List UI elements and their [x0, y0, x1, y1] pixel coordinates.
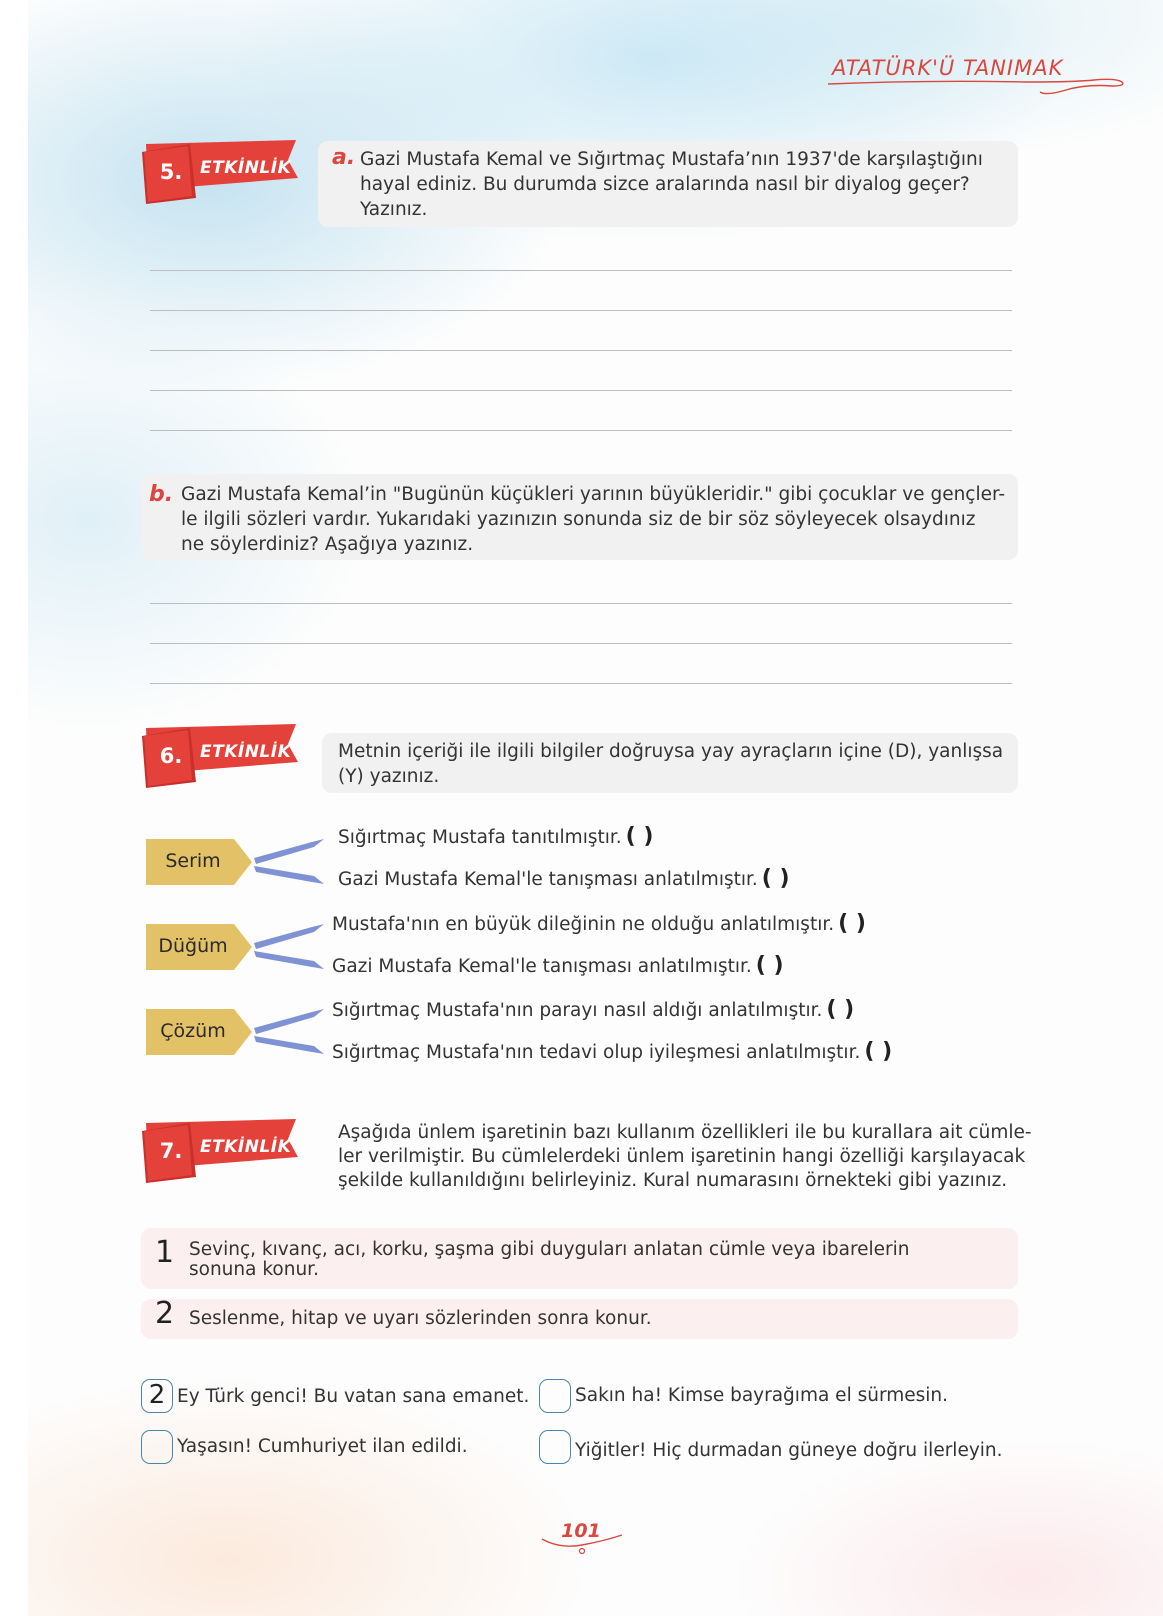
- writing-line[interactable]: [150, 683, 1012, 684]
- statement-row: [338, 824, 653, 849]
- statement-text: Sığırtmaç Mustafa'nın tedavi olup iyileşmesi anlatılmıştır.: [332, 1042, 861, 1063]
- branch-arrows-icon: [252, 838, 326, 886]
- answer-parentheses[interactable]: ( ): [826, 997, 855, 1022]
- statement-row: [332, 1039, 892, 1064]
- writing-line[interactable]: [150, 390, 1012, 391]
- activity-number: 7.: [159, 1139, 183, 1163]
- rule-1: [141, 1228, 1018, 1289]
- writing-line[interactable]: [150, 310, 1012, 311]
- rule-answer-box[interactable]: [539, 1430, 571, 1464]
- activity-number: 5.: [159, 160, 183, 184]
- answer-parentheses[interactable]: ( ): [838, 911, 866, 936]
- activity-label: ETKİNLİK: [200, 158, 292, 178]
- story-part-label: Serim: [165, 850, 221, 872]
- activity-label: ETKİNLİK: [200, 742, 292, 762]
- story-part-label: Çözüm: [160, 1020, 226, 1042]
- activity-label: ETKİNLİK: [200, 1137, 292, 1157]
- page-margin: [0, 0, 28, 1616]
- title-swash-decoration: [826, 76, 1126, 100]
- activity-5-badge: [140, 138, 300, 208]
- page-number-swash: [540, 1533, 624, 1557]
- statement-text: Sığırtmaç Mustafa tanıtılmıştır.: [338, 827, 622, 848]
- prompt-line: le ilgili sözleri vardır. Yukarıdaki yazınızın sonunda siz de bir söz söyleyecek olsaydınız: [181, 509, 976, 530]
- activity-number: 6.: [159, 744, 183, 768]
- instruction-line: ler verilmiştir. Bu cümlelerdeki ünlem işaretinin hangi özelliği karşılayacak: [338, 1146, 1026, 1167]
- page-number: 101: [561, 1520, 601, 1542]
- example-sentence: Ey Türk genci! Bu vatan sana emanet.: [177, 1386, 530, 1407]
- item-letter-b: b.: [149, 482, 174, 507]
- answer-parentheses[interactable]: ( ): [864, 1039, 893, 1064]
- rule-answer-box[interactable]: 2: [141, 1379, 173, 1413]
- story-part-label: Düğüm: [158, 935, 228, 957]
- example-sentence: Sakın ha! Kimse bayrağıma el sürmesin.: [575, 1385, 949, 1406]
- writing-line[interactable]: [150, 603, 1012, 604]
- statement-text: Gazi Mustafa Kemal'le tanışması anlatılmıştır.: [332, 956, 752, 977]
- example-sentence: Yaşasın! Cumhuriyet ilan edildi.: [177, 1436, 468, 1457]
- prompt-line: hayal ediniz. Bu durumda sizce aralarında nasıl bir diyalog geçer?: [360, 174, 970, 195]
- activity-7-badge: [140, 1117, 300, 1187]
- rule-2: [141, 1296, 1018, 1339]
- prompt-line: Gazi Mustafa Kemal ve Sığırtmaç Mustafa’nın 1937'de karşılaştığını: [360, 149, 983, 170]
- item-letter-a: a.: [332, 145, 356, 170]
- statement-text: Sığırtmaç Mustafa'nın parayı nasıl aldığı anlatılmıştır.: [332, 1000, 823, 1021]
- activity-6-badge: [140, 722, 300, 792]
- statement-text: Gazi Mustafa Kemal'le tanışması anlatılmıştır.: [338, 869, 758, 890]
- instruction-line: Aşağıda ünlem işaretinin bazı kullanım özellikleri ile bu kurallara ait cümle-: [338, 1122, 1032, 1143]
- statement-row: [332, 911, 866, 936]
- instruction-line: (Y) yazınız.: [338, 766, 440, 787]
- rule-answer-box[interactable]: [539, 1379, 571, 1413]
- story-part-tag-dugum: [146, 924, 254, 970]
- writing-line[interactable]: [150, 430, 1012, 431]
- answer-parentheses[interactable]: ( ): [625, 824, 654, 849]
- prompt-line: ne söylerdiniz? Aşağıya yazınız.: [181, 534, 474, 555]
- activity-5a-prompt: [318, 141, 1018, 227]
- rule-number: 1: [155, 1235, 175, 1270]
- branch-arrows-icon: [252, 923, 326, 971]
- answer-parentheses[interactable]: ( ): [755, 953, 784, 978]
- rule-answer-box[interactable]: [141, 1430, 173, 1464]
- branch-arrows-icon: [252, 1008, 326, 1056]
- instruction-line: şekilde kullanıldığını belirleyiniz. Kural numarasını örnekteki gibi yazınız.: [338, 1170, 1008, 1191]
- rule-line: sonuna konur.: [189, 1259, 319, 1280]
- statement-row: [338, 866, 790, 891]
- rule-line: Seslenme, hitap ve uyarı sözlerinden sonra konur.: [189, 1308, 652, 1329]
- story-part-tag-serim: [146, 839, 254, 885]
- statement-row: [332, 953, 784, 978]
- answer-parentheses[interactable]: ( ): [761, 866, 790, 891]
- rule-text: [189, 1309, 652, 1329]
- writing-line[interactable]: [150, 643, 1012, 644]
- activity-6-instructions: [322, 733, 1018, 793]
- writing-line[interactable]: [150, 350, 1012, 351]
- instruction-line: Metnin içeriği ile ilgili bilgiler doğruysa yay ayraçların içine (D), yanlışsa: [338, 741, 1004, 762]
- statement-text: Mustafa'nın en büyük dileğinin ne olduğu anlatılmıştır.: [332, 914, 835, 935]
- activity-7-instructions: [338, 1121, 1032, 1193]
- example-sentence: Yiğitler! Hiç durmadan güneye doğru ilerleyin.: [575, 1440, 1003, 1461]
- story-part-tag-cozum: [146, 1009, 254, 1055]
- rule-text: [189, 1240, 910, 1280]
- prompt-line: Yazınız.: [360, 199, 428, 220]
- page-background: [28, 0, 1163, 1616]
- activity-5b-prompt: [141, 474, 1018, 560]
- chapter-title: ATATÜRK'Ü TANIMAK: [832, 56, 1064, 80]
- prompt-line: Gazi Mustafa Kemal’in "Bugünün küçükleri yarının büyükleridir." gibi çocuklar ve gençler-: [181, 484, 1006, 505]
- writing-line[interactable]: [150, 270, 1012, 271]
- rule-number: 2: [155, 1296, 175, 1331]
- statement-row: [332, 997, 854, 1022]
- rule-line: Sevinç, kıvanç, acı, korku, şaşma gibi duyguları anlatan cümle veya ibarelerin: [189, 1239, 910, 1260]
